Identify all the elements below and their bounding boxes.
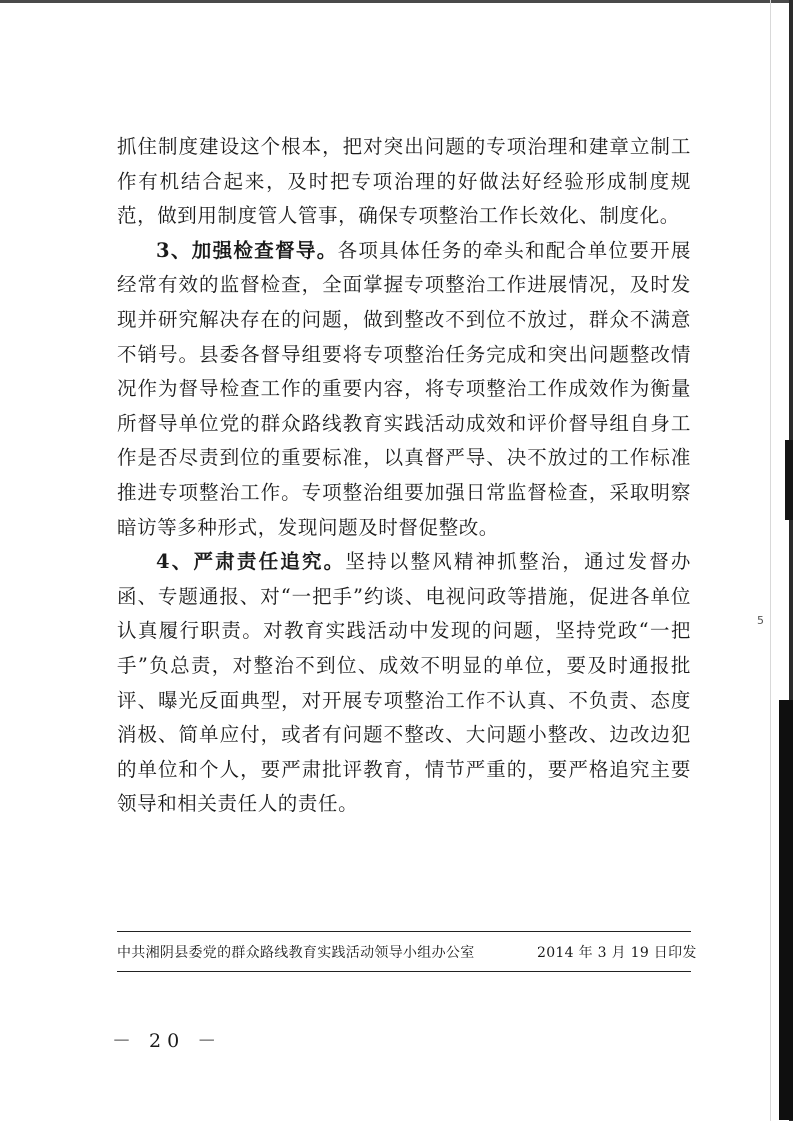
margin-mark: 5 bbox=[757, 614, 764, 627]
paragraph-continuation: 抓住制度建设这个根本，把对突出问题的专项治理和建章立制工作有机结合起来，及时把专项治理的好做法好经验形成制度规范，做到用制度管人管事，确保专项整治工作长效化、制度化。 bbox=[117, 135, 691, 228]
scan-fold-line bbox=[770, 0, 771, 1121]
scan-edge-mark bbox=[785, 440, 793, 520]
section-3 bbox=[117, 234, 691, 545]
section-4-body: 坚持以整风精神抓整治，通过发督办函、专题通报、对“一把手”约谈、电视问政等措施，促进各单位认真履行职责。对教育实践活动中发现的问题，坚持党政“一把手”负总责，对整治不到位、成效不明显的单位，要及时通报批评、曝光反面典型，对开展专项整治工作不认真、不负责、态度消极、简单应付，或者有问题不整改、大问题小整改、边改边犯的单位和个人，要严肃批评教育，情节严重的，要严格追究主要领导和相关责任人的责任。 bbox=[117, 550, 692, 816]
footer-rule-bottom bbox=[117, 971, 691, 972]
footer-rule-top bbox=[117, 931, 691, 932]
scan-edge-mark bbox=[779, 700, 793, 1120]
page-number: － 20 － bbox=[112, 1030, 223, 1052]
scan-edge-top bbox=[0, 0, 793, 3]
section-4 bbox=[117, 545, 691, 822]
section-4-heading: 4、严肃责任追究。 bbox=[156, 550, 346, 574]
footer-date: 2014 年 3 月 19 日印发 bbox=[537, 945, 697, 961]
footer-issuer: 中共湘阴县委党的群众路线教育实践活动领导小组办公室 bbox=[117, 945, 475, 961]
section-3-body: 各项具体任务的牵头和配合单位要开展经常有效的监督检查，全面掌握专项整治工作进展情况，及时发现并研究解决存在的问题，做到整改不到位不放过，群众不满意不销号。县委各督导组要将专项整治任务完成和突出问题整改情况作为督导检查工作的重要内容，将专项整治工作成效作为衡量所督导单位党的群众路线教育实践活动成效和评价督导组自身工作是否尽责到位的重要标准，以真督严导、决不放过的工作标准推进专项整治工作。专项整治组要加强日常监督检查，采取明察暗访等多种形式，发现问题及时督促整改。 bbox=[117, 238, 692, 539]
document-body bbox=[117, 130, 691, 822]
section-3-heading: 3、加强检查督导。 bbox=[156, 238, 338, 262]
